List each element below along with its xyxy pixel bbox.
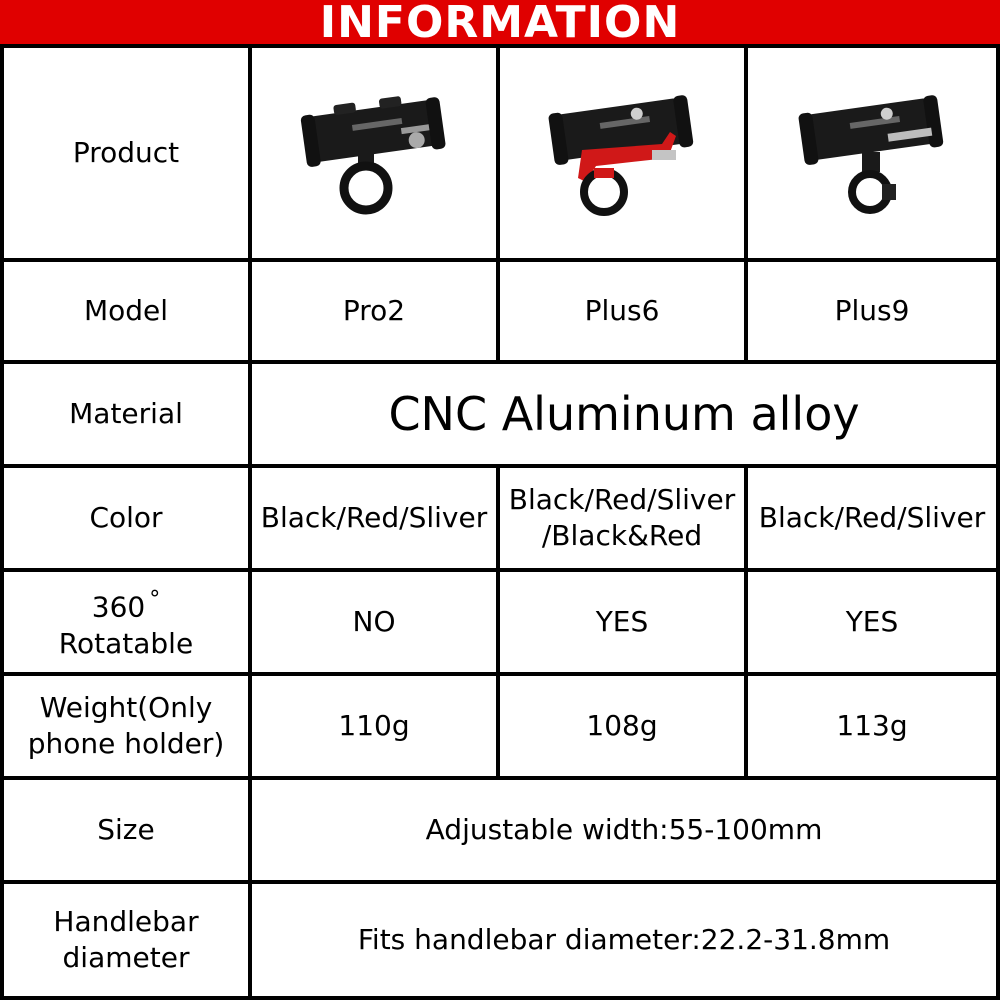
rotatable-plus9: YES — [748, 572, 1000, 672]
material-value: CNC Aluminum alloy — [252, 364, 1000, 464]
weight-plus6: 108g — [500, 676, 748, 776]
information-header — [0, 0, 1000, 48]
product-label: Product — [0, 48, 252, 258]
weight-label: Weight(Only phone holder) — [0, 676, 252, 776]
model-label: Model — [0, 262, 252, 360]
color-label: Color — [0, 468, 252, 568]
weight-pro2: 110g — [252, 676, 500, 776]
color-pro2: Black/Red/Sliver — [252, 468, 500, 568]
red-black-bike-phone-holder-icon — [542, 88, 702, 218]
spec-table — [0, 44, 1000, 1000]
model-pro2: Pro2 — [252, 262, 500, 360]
material-label: Material — [0, 364, 252, 464]
handlebar-label: Handlebar diameter — [0, 884, 252, 996]
rotatable-pro2: NO — [252, 572, 500, 672]
model-plus6: Plus6 — [500, 262, 748, 360]
rotatable-row — [0, 572, 1000, 676]
weight-plus9: 113g — [748, 676, 1000, 776]
size-value: Adjustable width:55-100mm — [252, 780, 1000, 880]
product-image-plus6 — [500, 48, 748, 258]
product-row — [0, 44, 1000, 262]
weight-row — [0, 676, 1000, 780]
color-plus6: Black/Red/Sliver /Black&Red — [500, 468, 748, 568]
size-label: Size — [0, 780, 252, 880]
black-silver-bike-phone-holder-icon — [792, 88, 952, 218]
size-row — [0, 780, 1000, 884]
black-bike-phone-holder-icon — [294, 88, 454, 218]
rotatable-label: 360 ° Rotatable — [0, 572, 252, 672]
handlebar-value: Fits handlebar diameter:22.2-31.8mm — [252, 884, 1000, 996]
model-row — [0, 262, 1000, 364]
rotatable-plus6: YES — [500, 572, 748, 672]
header-title: INFORMATION — [319, 0, 681, 48]
material-row — [0, 364, 1000, 468]
handlebar-row — [0, 884, 1000, 1000]
product-image-plus9 — [748, 48, 1000, 258]
product-image-pro2 — [252, 48, 500, 258]
color-row — [0, 468, 1000, 572]
model-plus9: Plus9 — [748, 262, 1000, 360]
color-plus9: Black/Red/Sliver — [748, 468, 1000, 568]
